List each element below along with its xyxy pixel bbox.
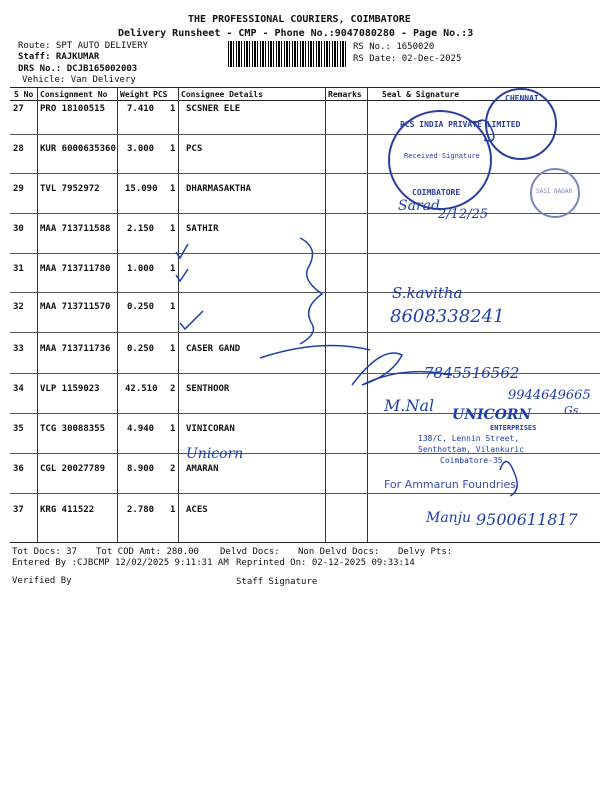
row-sno: 34 [13, 384, 24, 394]
row-weight: 1.000 [127, 264, 155, 274]
total-cod: Tot COD Amt: 280.00 [96, 547, 199, 557]
handwritten-name-34: M.Nal [384, 396, 435, 415]
handwritten-consignee-35: Unicorn [186, 446, 244, 462]
row-sno: 35 [13, 424, 24, 434]
stamp-city-text: COIMBATORE [412, 188, 461, 197]
col-consignment: Consignment No [40, 90, 108, 99]
row-pcs: 2 [170, 464, 176, 474]
handwritten-note-34: Gs. [564, 404, 582, 417]
verified-by: Verified By [12, 576, 72, 586]
handwritten-phone-34: 9944649665 [508, 388, 591, 403]
entered-by: Entered By :CJBCMP 12/02/2025 9:11:31 AM [12, 558, 229, 568]
unicorn-address-1: 138/C, Lennin Street, [418, 434, 520, 443]
row-consignment: MAA 713711780 [40, 264, 111, 274]
runsheet-subtitle: Delivery Runsheet - CMP - Phone No.:9047080280 - Page No.:3 [118, 28, 474, 39]
row-consignee: AMARAN [186, 464, 219, 474]
unicorn-stamp-name: UNICORN [452, 407, 532, 423]
row-weight: 0.250 [127, 344, 155, 354]
row-consignee: SENTHOOR [186, 384, 230, 394]
company-title: THE PROFESSIONAL COURIERS, COIMBATORE [188, 14, 411, 25]
delivery-points: Delvy Pts: [398, 547, 453, 557]
rs-number: RS No.: 1650020 [353, 42, 435, 52]
staff-label: Staff: RAJKUMAR [18, 52, 100, 62]
row-weight: 42.510 [125, 384, 158, 394]
col-consignee: Consignee Details [181, 90, 263, 99]
row-pcs: 2 [170, 384, 176, 394]
row-pcs: 1 [170, 302, 176, 312]
row-consignee: DHARMASAKTHA [186, 184, 252, 194]
row-sno: 27 [13, 104, 24, 114]
row-consignment: TCG 30088355 [40, 424, 106, 434]
row-pcs: 1 [170, 184, 176, 194]
signature-29: Sarad [398, 198, 440, 214]
handwritten-name-37: Manju [426, 510, 472, 526]
handwritten-name-32: S.kavitha [392, 284, 463, 302]
row-consignment: KRG 411522 [40, 505, 95, 515]
reprinted-on: Reprinted On: 02-12-2025 09:33:14 [236, 558, 415, 568]
col-seal: Seal & Signature [382, 90, 460, 99]
unicorn-address-2: Senthottam, Vilankuric [418, 445, 524, 454]
row-pcs: 1 [170, 144, 176, 154]
row-consignment: PRO 18100515 [40, 104, 106, 114]
ammaran-stamp: For Ammarun Foundries [384, 478, 517, 491]
row-consignee: VINICORAN [186, 424, 235, 434]
row-consignment: KUR 6000635360 [40, 144, 116, 154]
col-remarks: Remarks [328, 90, 362, 99]
vehicle-label: Vehicle: Van Delivery [22, 75, 136, 85]
row-pcs: 1 [170, 104, 176, 114]
row-pcs: 1 [170, 344, 176, 354]
unicorn-stamp-sub: ENTERPRISES [490, 424, 537, 432]
handwritten-phone-32: 8608338241 [390, 306, 505, 327]
row-consignee: CASER GAND [186, 344, 241, 354]
row-sno: 32 [13, 302, 24, 312]
stamp-ring-text: SASI NAGAR [536, 188, 573, 195]
handwritten-phone-33: 7845516562 [424, 364, 520, 382]
route-label: Route: SPT AUTO DELIVERY [18, 41, 149, 51]
row-weight: 0.250 [127, 302, 155, 312]
col-pcs: PCS [153, 90, 168, 99]
col-sno: S No [14, 90, 34, 99]
row-pcs: 1 [170, 424, 176, 434]
row-consignee: PCS [186, 144, 203, 154]
col-weight: Weight [120, 90, 149, 99]
row-sno: 36 [13, 464, 24, 474]
date-29: 2/12/25 [438, 207, 489, 222]
stamp-center-text: Received Signature [404, 152, 480, 160]
row-pcs: 1 [170, 505, 176, 515]
row-sno: 37 [13, 505, 24, 515]
stamp-ring-text: PCS INDIA PRIVATE LIMITED [400, 120, 521, 129]
row-weight: 2.780 [127, 505, 155, 515]
row-weight: 8.900 [127, 464, 155, 474]
row-weight: 4.940 [127, 424, 155, 434]
row-consignee: SATHIR [186, 224, 219, 234]
row-sno: 31 [13, 264, 24, 274]
row-pcs: 1 [170, 264, 176, 274]
row-pcs: 1 [170, 224, 176, 234]
row-weight: 3.000 [127, 144, 155, 154]
row-weight: 15.090 [125, 184, 158, 194]
row-consignment: MAA 713711736 [40, 344, 111, 354]
row-sno: 28 [13, 144, 24, 154]
handwritten-phone-37: 9500611817 [476, 510, 578, 529]
row-sno: 33 [13, 344, 24, 354]
stamp-ring-text: CHENNAI [505, 94, 539, 103]
row-weight: 7.410 [127, 104, 155, 114]
row-consignment: MAA 713711570 [40, 302, 111, 312]
row-consignment: MAA 713711588 [40, 224, 111, 234]
row-sno: 29 [13, 184, 24, 194]
row-consignment: CGL 20027789 [40, 464, 106, 474]
rs-date: RS Date: 02-Dec-2025 [353, 54, 462, 64]
row-consignee: SCSNER ELE [186, 104, 241, 114]
row-consignee: ACES [186, 505, 208, 515]
total-docs: Tot Docs: 37 [12, 547, 78, 557]
non-delivered-docs: Non Delvd Docs: [298, 547, 380, 557]
row-weight: 2.150 [127, 224, 155, 234]
row-consignment: VLP 1159023 [40, 384, 100, 394]
unicorn-address-3: Coimbatore-35. [440, 456, 508, 465]
staff-signature: Staff Signature [236, 577, 318, 587]
drs-number: DRS No.: DCJB165002003 [18, 64, 138, 74]
row-sno: 30 [13, 224, 24, 234]
delivered-docs: Delvd Docs: [220, 547, 280, 557]
row-consignment: TVL 7952972 [40, 184, 100, 194]
